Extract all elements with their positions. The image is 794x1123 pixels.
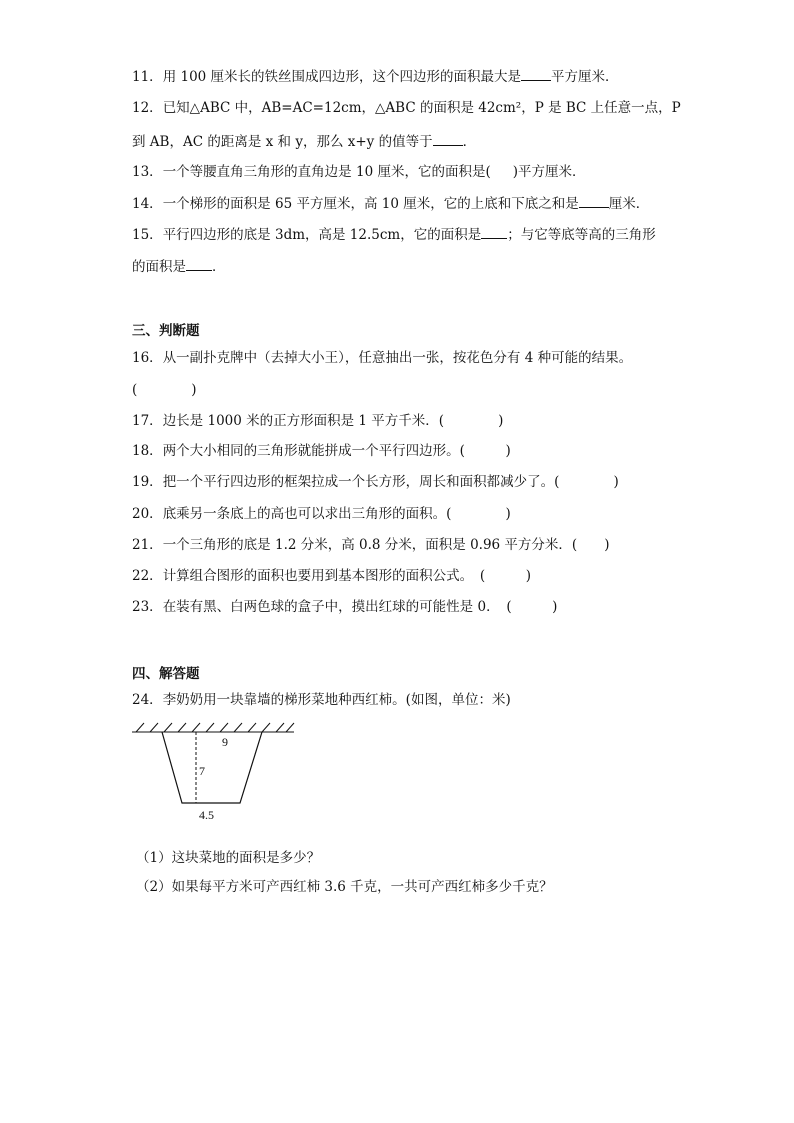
question-text: 平行四边形的底是 3dm，高是 12.5cm，它的面积是 — [162, 227, 482, 243]
answer-blank[interactable] — [481, 224, 507, 239]
question-number: 14． — [132, 196, 163, 212]
question-text: 一个等腰直角三角形的直角边是 10 厘米，它的面积是( — [162, 164, 491, 180]
question-text: 两个大小相同的三角形就能拼成一个平行四边形。( ) — [162, 443, 511, 459]
question-22 — [132, 566, 531, 586]
question-19 — [132, 472, 619, 492]
question-text: 用 100 厘米长的铁丝围成四边形，这个四边形的面积最大是 — [162, 69, 522, 85]
question-18 — [132, 441, 511, 461]
answer-blank[interactable] — [521, 66, 551, 81]
answer-blank[interactable] — [186, 256, 212, 271]
question-13 — [132, 162, 586, 182]
question-text: 边长是 1000 米的正方形面积是 1 平方千米．( ) — [162, 413, 504, 429]
question-12-line-2 — [132, 131, 476, 152]
question-24-sub-2: （2）如果每平方米可产西红柿 3.6 千克，一共可产西红柿多少千克？ — [136, 879, 553, 895]
question-number: 12． — [132, 100, 163, 116]
question-number: 23． — [132, 599, 163, 615]
trapezoid-garden-figure — [130, 722, 296, 826]
question-15 — [132, 224, 656, 245]
question-text: 李奶奶用一块靠墙的梯形菜地种西红柿。(如图，单位：米) — [162, 692, 511, 708]
question-text: 一个梯形的面积是 65 平方厘米，高 10 厘米，它的上底和下底之和是 — [162, 196, 579, 212]
question-20 — [132, 504, 511, 524]
question-text: 把一个平行四边形的框架拉成一个长方形，周长和面积都减少了。( ) — [162, 474, 619, 490]
section-heading-judgement: 三、判断题 — [132, 323, 200, 339]
question-number: 16． — [132, 350, 163, 366]
question-15-line-2 — [132, 256, 226, 277]
question-number: 18． — [132, 443, 163, 459]
question-text: 计算组合图形的面积也要用到基本图形的面积公式。 ( ) — [162, 568, 531, 584]
question-17 — [132, 411, 503, 431]
question-text: 已知△ABC 中，AB=AC=12cm，△ABC 的面积是 42cm²，P 是 BC 上任意一点，P — [162, 100, 681, 116]
question-text-mid: ；与它等底等高的三角形 — [507, 227, 656, 243]
section-heading-solutions: 四、解答题 — [132, 666, 200, 682]
answer-blank[interactable] — [433, 131, 463, 146]
question-text-end: 厘米． — [608, 196, 650, 212]
question-number: 13． — [132, 164, 163, 180]
question-text: 从一副扑克牌中（去掉大小王），任意抽出一张，按花色分有 4 种可能的结果。 — [162, 350, 633, 366]
top-base-label: 9 — [222, 735, 228, 749]
question-number: 17． — [132, 413, 163, 429]
question-text-end: ． — [462, 134, 477, 150]
question-number: 21． — [132, 537, 163, 553]
question-text-end: 平方厘米． — [551, 69, 619, 85]
question-text: 在装有黑、白两色球的盒子中，摸出红球的可能性是 0． ( ) — [162, 599, 558, 615]
question-text: 到 AB，AC 的距离是 x 和 y，那么 x+y 的值等于 — [132, 134, 433, 150]
question-23 — [132, 597, 557, 617]
question-text: 的面积是 — [132, 259, 186, 275]
question-number: 24． — [132, 692, 163, 708]
question-11 — [132, 66, 619, 87]
question-number: 19． — [132, 474, 163, 490]
question-12 — [132, 98, 681, 118]
question-14 — [132, 193, 649, 214]
question-24-sub-1: （1）这块菜地的面积是多少？ — [136, 850, 321, 866]
question-16-answer[interactable]: ( ) — [132, 382, 197, 398]
question-text-end: )平方厘米． — [512, 164, 586, 180]
question-text: 一个三角形的底是 1.2 分米，高 0.8 分米，面积是 0.96 平方分米．( ) — [162, 537, 610, 553]
question-21 — [132, 535, 609, 555]
answer-blank[interactable] — [579, 193, 609, 208]
bottom-base-label: 4.5 — [199, 808, 214, 822]
question-text-end: ． — [212, 259, 226, 275]
question-number: 15． — [132, 227, 163, 243]
question-number: 22． — [132, 568, 163, 584]
question-text: 底乘另一条底上的高也可以求出三角形的面积。( ) — [162, 506, 511, 522]
question-24 — [132, 690, 511, 710]
height-label: 7 — [199, 764, 205, 778]
question-number: 20． — [132, 506, 163, 522]
trapezoid-sides — [162, 732, 262, 803]
question-16 — [132, 348, 632, 368]
question-number: 11． — [132, 69, 163, 85]
wall-hatching — [132, 723, 294, 732]
